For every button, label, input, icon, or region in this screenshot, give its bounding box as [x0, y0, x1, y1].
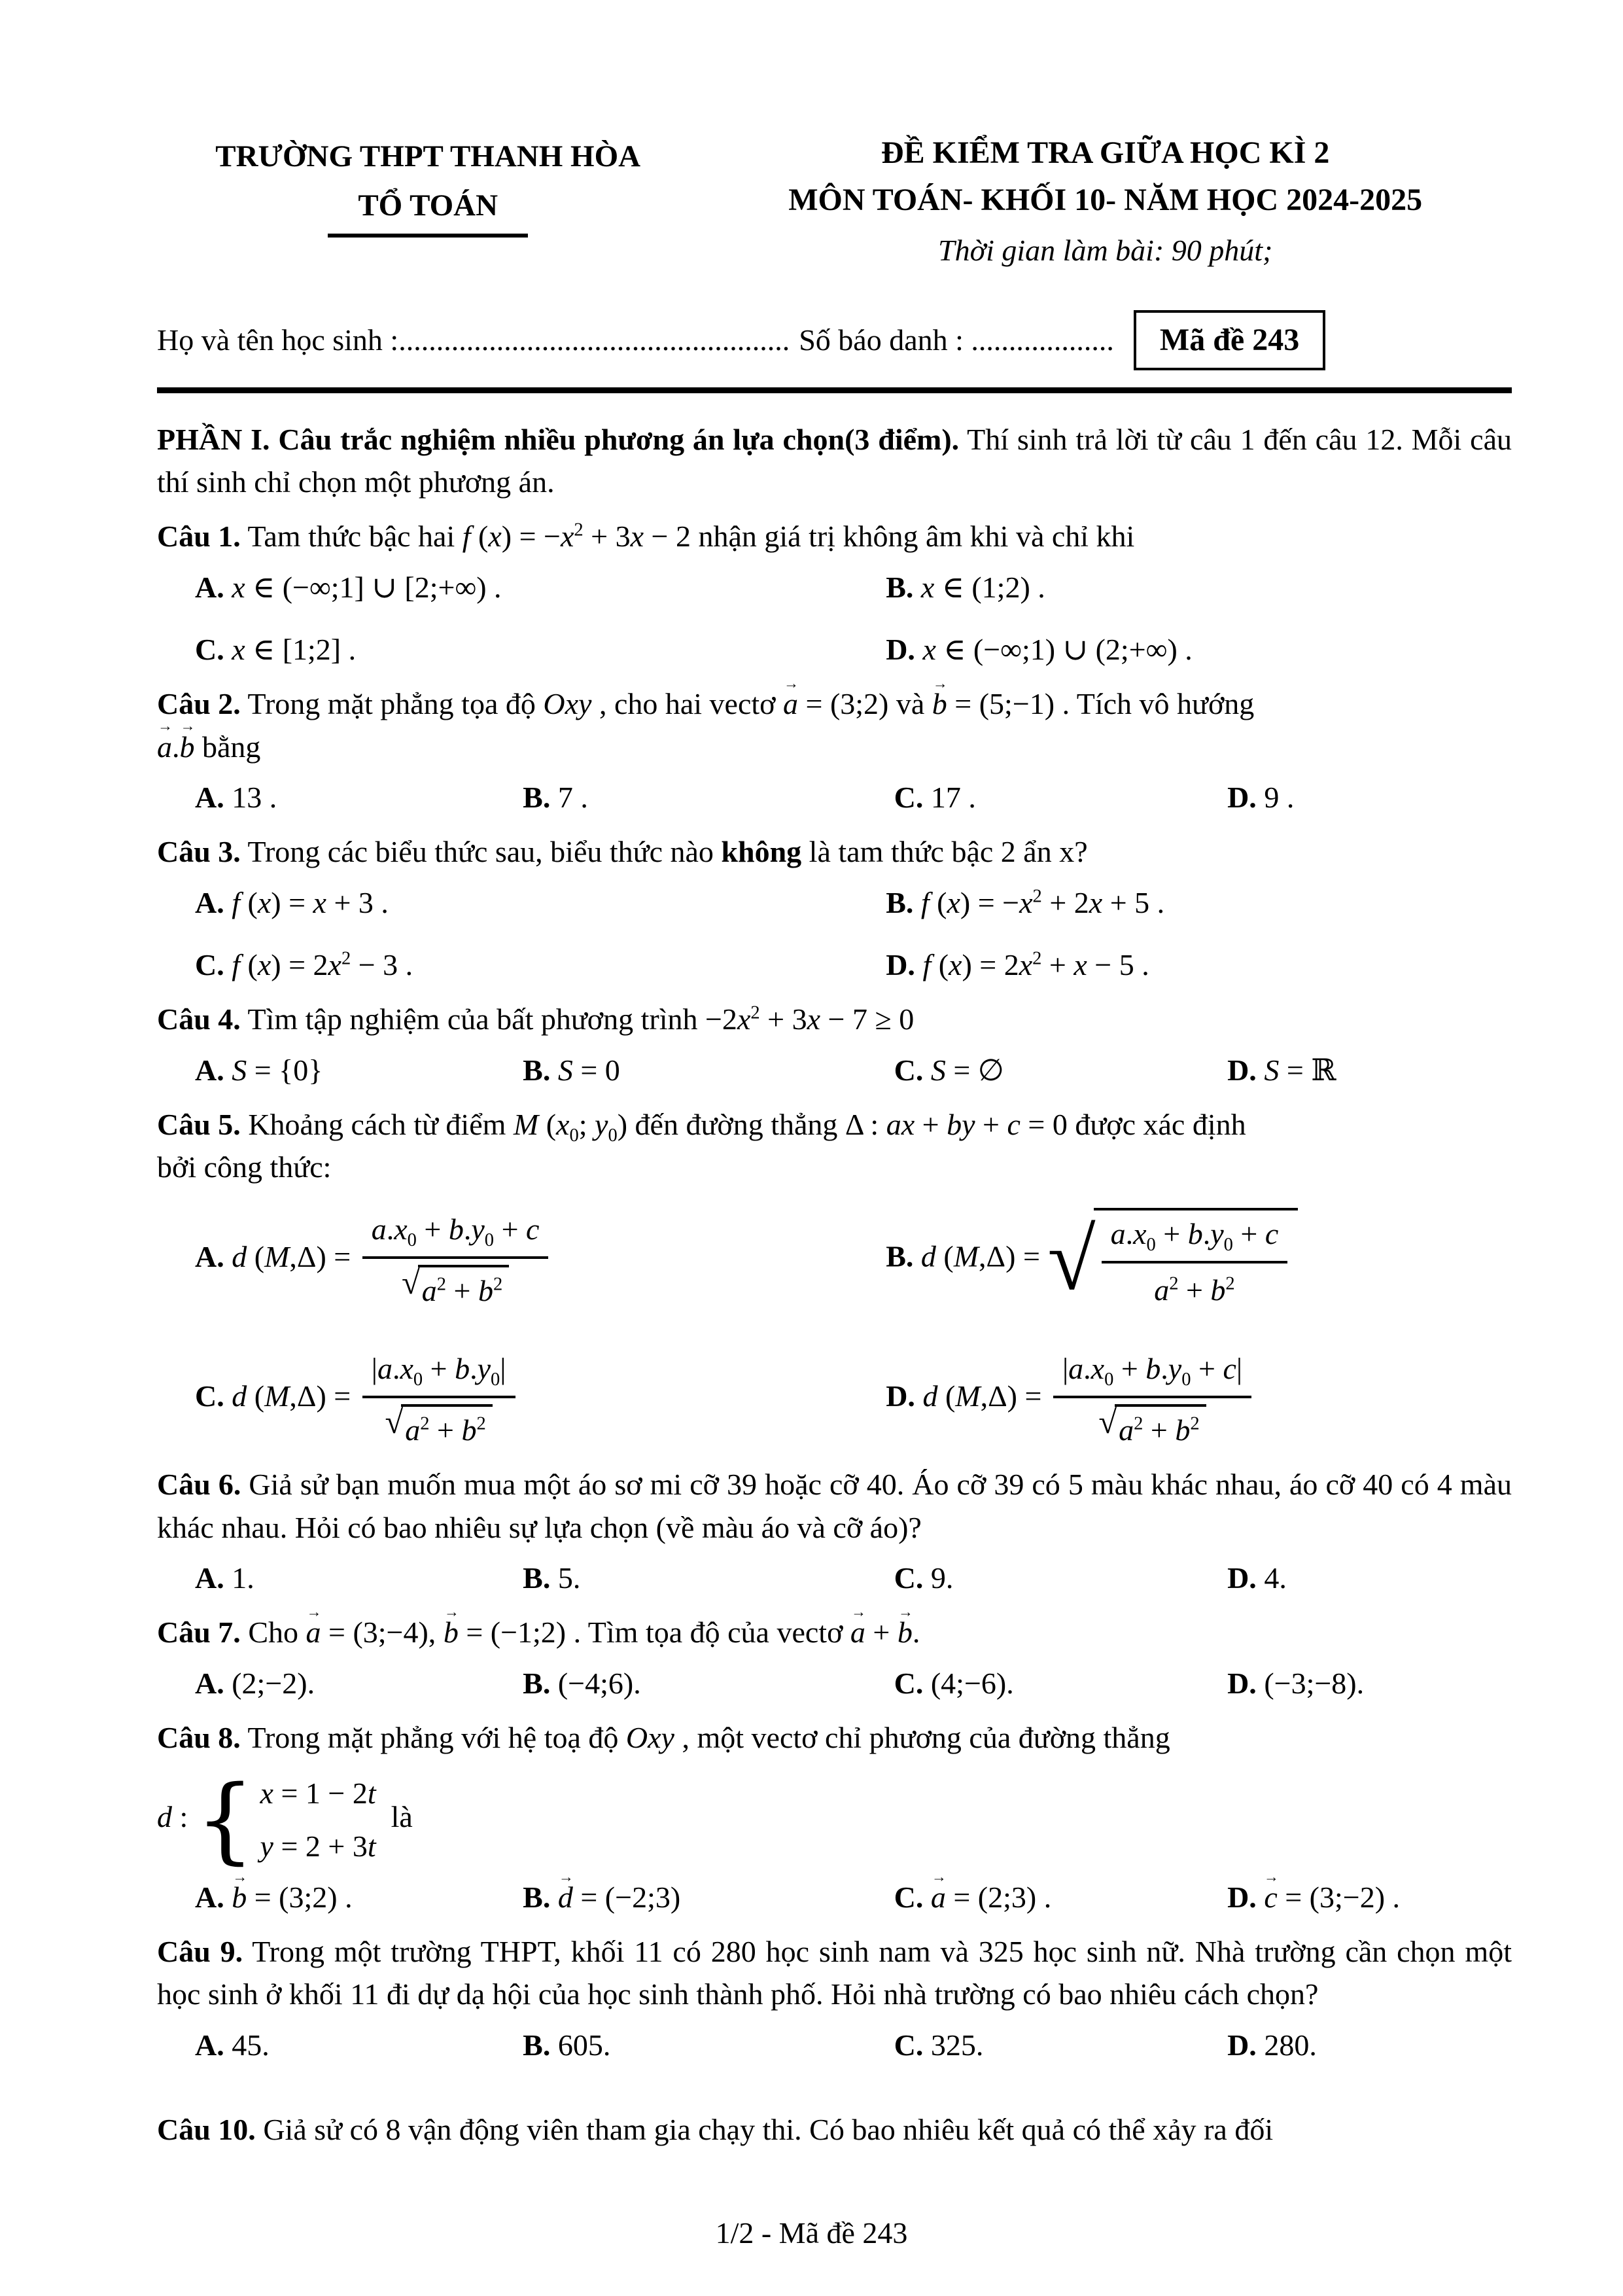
question-3-option-D-label: D.: [886, 947, 915, 981]
exam-title: ĐỀ KIỂM TRA GIỮA HỌC KÌ 2: [881, 135, 1330, 170]
question-3-option-A: A. f (x) = x + 3 .: [195, 885, 389, 919]
question-6: [157, 1463, 1512, 1599]
exam-code-badge: Mã đề 243: [1134, 310, 1325, 370]
question-2-option-C: C. 17 .: [894, 780, 976, 814]
student-info-row: [157, 310, 1512, 370]
student-id-field: Số báo danh : ...................: [799, 323, 1114, 357]
question-7-option-A-label: A.: [195, 1666, 224, 1700]
question-9: [157, 1930, 1512, 2066]
question-5-option-D-label: D.: [886, 1379, 915, 1413]
header-exam-block: [699, 131, 1512, 272]
school-name: TRƯỜNG THPT THANH HÒA: [215, 139, 641, 173]
question-7-label: Câu 7.: [157, 1616, 241, 1650]
question-9-option-C: C. 325.: [894, 2028, 984, 2062]
question-2-option-A-label: A.: [195, 780, 224, 814]
question-2-label: Câu 2.: [157, 687, 241, 721]
question-5-option-D: D. d (M,Δ) = $|a.x_0 + b.y_0 + c|$ √ $a^2 + b^2$: [848, 1347, 1512, 1451]
question-6-option-D: D. 4.: [1227, 1561, 1287, 1595]
question-7-option-B: B. (−4;6).: [523, 1666, 641, 1700]
question-4-option-D: D. S = ℝ: [1227, 1053, 1336, 1087]
question-9-option-D-label: D.: [1227, 2028, 1257, 2062]
question-3-option-D: D. f $(x) = 2x^2 + x - 5$ .: [886, 947, 1149, 981]
question-8-option-C: C. a → = (2;3) .: [856, 1876, 1189, 1918]
question-6-option-A-label: A.: [195, 1561, 224, 1595]
question-2-option-C-label: C.: [894, 780, 924, 814]
question-7-options: [157, 1662, 1512, 1704]
question-10-text: Câu 10. Giả sử có 8 vận động viên tham gia chạy thi. Có bao nhiêu kết quả có thể xảy ra đối: [157, 2113, 1274, 2147]
question-4-label: Câu 4.: [157, 1002, 241, 1036]
department-name: TỔ TOÁN: [328, 184, 528, 238]
question-6-options: [157, 1557, 1512, 1599]
question-4-option-A-label: A.: [195, 1053, 224, 1087]
question-9-option-B-label: B.: [523, 2028, 551, 2062]
student-name-field: Họ và tên học sinh :....................................................: [157, 323, 790, 357]
question-4: [157, 998, 1512, 1091]
question-6-option-D-label: D.: [1227, 1561, 1257, 1595]
question-7-option-B-label: B.: [523, 1666, 551, 1700]
question-5-option-C-label: C.: [195, 1379, 224, 1413]
question-8-option-A: A. b → = (3;2) .: [157, 1876, 485, 1918]
question-4-option-C-label: C.: [894, 1053, 924, 1087]
question-9-option-C-label: C.: [894, 2028, 924, 2062]
question-6-option-C: C. 9.: [894, 1561, 954, 1595]
part1-heading-bold: PHẦN I. Câu trắc nghiệm nhiều phương án lựa chọn(3 điểm).: [157, 422, 960, 456]
question-6-option-B-label: B.: [523, 1561, 551, 1595]
question-5-option-C: C. d (M,Δ) = $|a.x_0 + b.y_0|$ √ $a^2 + b^2$: [157, 1347, 848, 1451]
question-8-option-A-label: A.: [195, 1880, 224, 1914]
question-5-option-A: A. d (M,Δ) = $a.x_0 + b.y_0 + c$ √ $a^2 + b^2$: [157, 1208, 848, 1312]
question-2-option-D-label: D.: [1227, 780, 1257, 814]
question-2-option-A: A. 13 .: [195, 780, 277, 814]
question-7-text: Câu 7. Cho a → = (3;−4), b → = (−1;2) . Tìm tọa độ của vectơ a → + b →.: [157, 1611, 1512, 1653]
question-8-options: [157, 1876, 1512, 1918]
question-4-option-D-label: D.: [1227, 1053, 1257, 1087]
question-10: [157, 2108, 1512, 2151]
question-5-option-A-label: A.: [195, 1240, 224, 1274]
question-5-options: [157, 1208, 1512, 1451]
question-6-text: Câu 6. Giả sử bạn muốn mua một áo sơ mi cỡ 39 hoặc cỡ 40. Áo cỡ 39 có 5 màu khác nhau, áo cỡ 40 có 4 màu khác nhau. Hỏi có bao nhiêu sự lựa chọn (về màu áo và cỡ áo)?: [157, 1468, 1512, 1544]
question-8-text: Câu 8. Trong mặt phẳng với hệ toạ độ Oxy , một vectơ chỉ phương của đường thẳng: [157, 1720, 1170, 1754]
page-footer: 1/2 - Mã đề 243: [715, 2216, 908, 2250]
question-6-option-B: B. 5.: [523, 1561, 581, 1595]
question-1-option-A: A. x ∈ (−∞;1] ∪ [2;+∞) .: [195, 570, 502, 604]
question-5: [157, 1103, 1512, 1451]
question-3-label: Câu 3.: [157, 835, 241, 869]
question-4-option-A: A. S = {0}: [195, 1053, 323, 1087]
question-3-option-A-label: A.: [195, 885, 224, 919]
question-8-option-C-label: C.: [894, 1880, 924, 1914]
question-4-text: Câu 4. Tìm tập nghiệm của bất phương trình $-2x^2 + 3x - 7 \ge 0$: [157, 1002, 915, 1036]
question-8-option-D-label: D.: [1227, 1880, 1257, 1914]
question-7-option-C-label: C.: [894, 1666, 924, 1700]
question-1: [157, 515, 1512, 671]
question-7: [157, 1611, 1512, 1704]
question-2-option-D: D. 9 .: [1227, 780, 1295, 814]
question-3: [157, 830, 1512, 986]
part1-heading-rest: Thí sinh trả lời từ câu 1 đến câu 12. Mỗi câu thí sinh chỉ chọn một phương án.: [157, 422, 1512, 499]
question-1-option-C: C. x ∈ [1;2] .: [195, 633, 357, 667]
question-9-label: Câu 9.: [157, 1935, 243, 1969]
question-8-option-D: D. c → = (3;−2) .: [1189, 1876, 1512, 1918]
question-list: [157, 515, 1512, 2151]
question-1-text: Câu 1. Tam thức bậc hai f $(x) = -x^2 + 3x - 2$ nhận giá trị không âm khi và chỉ khi: [157, 520, 1135, 554]
question-9-option-A-label: A.: [195, 2028, 224, 2062]
question-1-option-A-label: A.: [195, 570, 224, 604]
question-3-option-C-label: C.: [195, 947, 224, 981]
question-1-option-B-label: B.: [886, 570, 914, 604]
question-8-formula: d : { x = 1 − 2t y = 2 + 3t là: [157, 1765, 413, 1875]
question-1-options: [157, 566, 1512, 671]
question-9-option-A: A. 45.: [195, 2028, 270, 2062]
question-1-option-C-label: C.: [195, 633, 224, 667]
question-2: [157, 682, 1512, 819]
question-10-label: Câu 10.: [157, 2113, 256, 2147]
question-4-option-C: C. S = ∅: [894, 1053, 1004, 1087]
question-4-option-B: B. S = 0: [523, 1053, 620, 1087]
question-9-option-B: B. 605.: [523, 2028, 611, 2062]
question-6-option-C-label: C.: [894, 1561, 924, 1595]
question-3-option-B: B. f $(x) = -x^2 + 2x + 5$ .: [886, 885, 1165, 919]
question-3-option-B-label: B.: [886, 885, 914, 919]
part1-heading: [157, 418, 1512, 504]
question-7-option-D-label: D.: [1227, 1666, 1257, 1700]
question-8: [157, 1716, 1512, 1918]
question-9-text: Câu 9. Trong một trường THPT, khối 11 có 280 học sinh nam và 325 học sinh nữ. Nhà trường cần chọn một học sinh ở khối 11 đi dự dạ hội của học sinh thành phố. Hỏi nhà trường có bao nhiêu cách chọn?: [157, 1935, 1512, 2011]
header-divider: [157, 387, 1512, 393]
question-5-option-B-label: B.: [886, 1239, 914, 1273]
question-7-option-A: A. (2;−2).: [195, 1666, 315, 1700]
question-6-option-A: A. 1.: [195, 1561, 254, 1595]
question-6-label: Câu 6.: [157, 1468, 241, 1502]
question-2-text: Câu 2. Trong mặt phẳng tọa độ Oxy , cho hai vectơ a → = (3;2) và b → = (5;−1) . Tích vô hướng a →.b → bằng: [157, 682, 1512, 768]
exam-subtitle: MÔN TOÁN- KHỐI 10- NĂM HỌC 2024-2025: [788, 183, 1423, 218]
exam-duration: Thời gian làm bài: 90 phút;: [937, 234, 1273, 268]
question-1-option-D: D. x ∈ (−∞;1) ∪ (2;+∞) .: [886, 633, 1193, 667]
question-9-option-D: D. 280.: [1227, 2028, 1317, 2062]
question-3-text: Câu 3. Trong các biểu thức sau, biểu thức nào không là tam thức bậc 2 ẩn x?: [157, 835, 1088, 869]
exam-header: [157, 131, 1512, 272]
question-7-option-C: C. (4;−6).: [894, 1666, 1014, 1700]
question-9-options: [157, 2024, 1512, 2066]
question-1-option-D-label: D.: [886, 633, 915, 667]
question-4-option-B-label: B.: [523, 1053, 551, 1087]
question-5-text: Câu 5. Khoảng cách từ điểm M ($x_0$; $y_0$) đến đường thẳng Δ : ax + by + c = 0 được xác định bởi công thức:: [157, 1107, 1246, 1184]
question-8-label: Câu 8.: [157, 1720, 241, 1754]
question-3-options: [157, 881, 1512, 987]
question-3-option-C: C. f $(x) = 2x^2 - 3$ .: [195, 947, 413, 981]
question-2-options: [157, 776, 1512, 819]
question-8-option-B: B. d → = (−2;3): [485, 1876, 856, 1918]
question-4-options: [157, 1049, 1512, 1091]
question-7-option-D: D. (−3;−8).: [1227, 1666, 1365, 1700]
question-1-label: Câu 1.: [157, 520, 241, 554]
header-school-block: [157, 131, 699, 238]
question-5-label: Câu 5.: [157, 1107, 241, 1141]
question-2-option-B: B. 7 .: [523, 780, 588, 814]
question-5-option-B: B. d (M,Δ) = √ $\frac{a.x_0 + b.y_0 + c}{a^2 + b^2}$: [848, 1208, 1512, 1312]
question-2-option-B-label: B.: [523, 780, 551, 814]
question-1-option-B: B. x ∈ (1;2) .: [886, 570, 1045, 604]
question-8-option-B-label: B.: [523, 1880, 551, 1914]
